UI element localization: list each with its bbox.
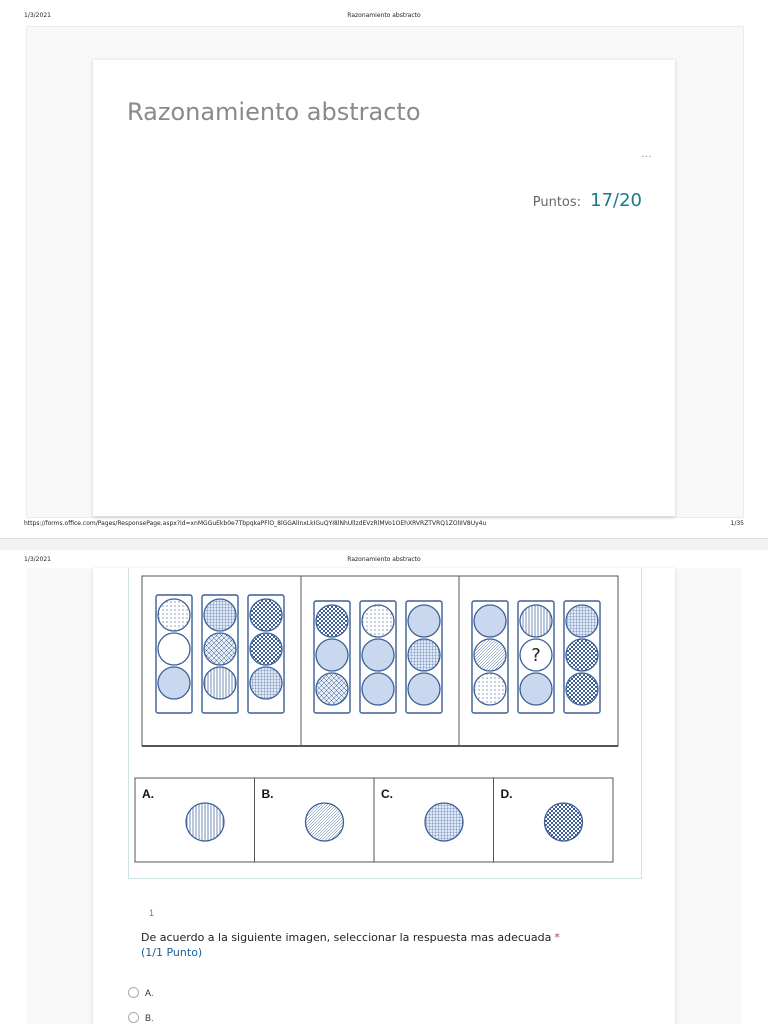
sequence-circle — [408, 639, 440, 671]
sequence-circle — [316, 639, 348, 671]
question-number: 1 — [149, 908, 155, 918]
sequence-circle — [474, 639, 506, 671]
answer-option-circle — [425, 803, 463, 841]
form-title: Razonamiento abstracto — [127, 98, 421, 126]
sequence-circle — [158, 633, 190, 665]
sequence-circle — [474, 605, 506, 637]
sequence-circle — [408, 605, 440, 637]
option-a-label: A. — [145, 987, 154, 998]
sequence-circle — [362, 673, 394, 705]
sequence-circle — [520, 673, 552, 705]
question-text — [141, 931, 560, 944]
print-page-2 — [0, 550, 768, 1024]
sequence-circle — [408, 673, 440, 705]
answer-option-circle — [545, 803, 583, 841]
option-b[interactable] — [128, 1012, 154, 1023]
sequence-circle — [158, 667, 190, 699]
abstract-reasoning-figure — [129, 568, 641, 878]
sequence-circle — [566, 639, 598, 671]
option-b-label: B. — [145, 1012, 154, 1023]
answer-option-circle — [306, 803, 344, 841]
sequence-circle — [250, 667, 282, 699]
radio-button[interactable] — [128, 1012, 139, 1023]
answer-option-label: D. — [500, 787, 513, 801]
question-mark: ? — [531, 645, 541, 666]
required-mark: * — [554, 931, 560, 944]
print-date: 1/3/2021 — [24, 556, 51, 563]
sequence-circle — [520, 605, 552, 637]
option-a[interactable] — [128, 987, 154, 998]
figure-sequence-panels — [142, 576, 618, 746]
sequence-circle — [250, 633, 282, 665]
answer-option-label: B. — [261, 787, 274, 801]
question-card — [93, 568, 675, 1024]
question-image — [128, 568, 642, 879]
sequence-circle — [566, 605, 598, 637]
print-doc-title: Razonamiento abstracto — [347, 12, 421, 19]
question-points: (1/1 Punto) — [141, 946, 203, 959]
print-url: https://forms.office.com/Pages/ResponsePage.aspx?id=xnMGGuEkb0e7TbpqkaPFlO_8lGGAlInxLkIGuQYI8lNhUllzdEVzRlMVo1OEhXRVRZTVRQ1ZOlIIV8Uy4u — [24, 520, 487, 527]
figure-answer-options — [135, 778, 613, 862]
sequence-circle — [204, 667, 236, 699]
answer-option-label: C. — [381, 787, 393, 801]
more-options-icon[interactable]: … — [641, 148, 653, 160]
score-label: Puntos: — [532, 195, 582, 210]
sequence-circle — [474, 673, 506, 705]
sequence-circle — [158, 599, 190, 631]
sequence-circle — [362, 639, 394, 671]
sequence-circle — [316, 673, 348, 705]
print-page-number: 1/35 — [730, 520, 744, 527]
sequence-circle — [204, 633, 236, 665]
sequence-circle — [250, 599, 282, 631]
score-value: 17/20 — [590, 190, 642, 211]
answer-option-circle — [186, 803, 224, 841]
print-doc-title: Razonamiento abstracto — [347, 556, 421, 563]
form-header-card — [93, 60, 675, 516]
print-date: 1/3/2021 — [24, 12, 51, 19]
sequence-circle — [566, 673, 598, 705]
score — [533, 190, 642, 211]
radio-button[interactable] — [128, 987, 139, 998]
answer-option-label: A. — [142, 787, 154, 801]
sequence-circle — [204, 599, 236, 631]
question-text-label: De acuerdo a la siguiente imagen, seleccionar la respuesta mas adecuada — [141, 931, 552, 944]
sequence-circle — [316, 605, 348, 637]
sequence-circle — [362, 605, 394, 637]
